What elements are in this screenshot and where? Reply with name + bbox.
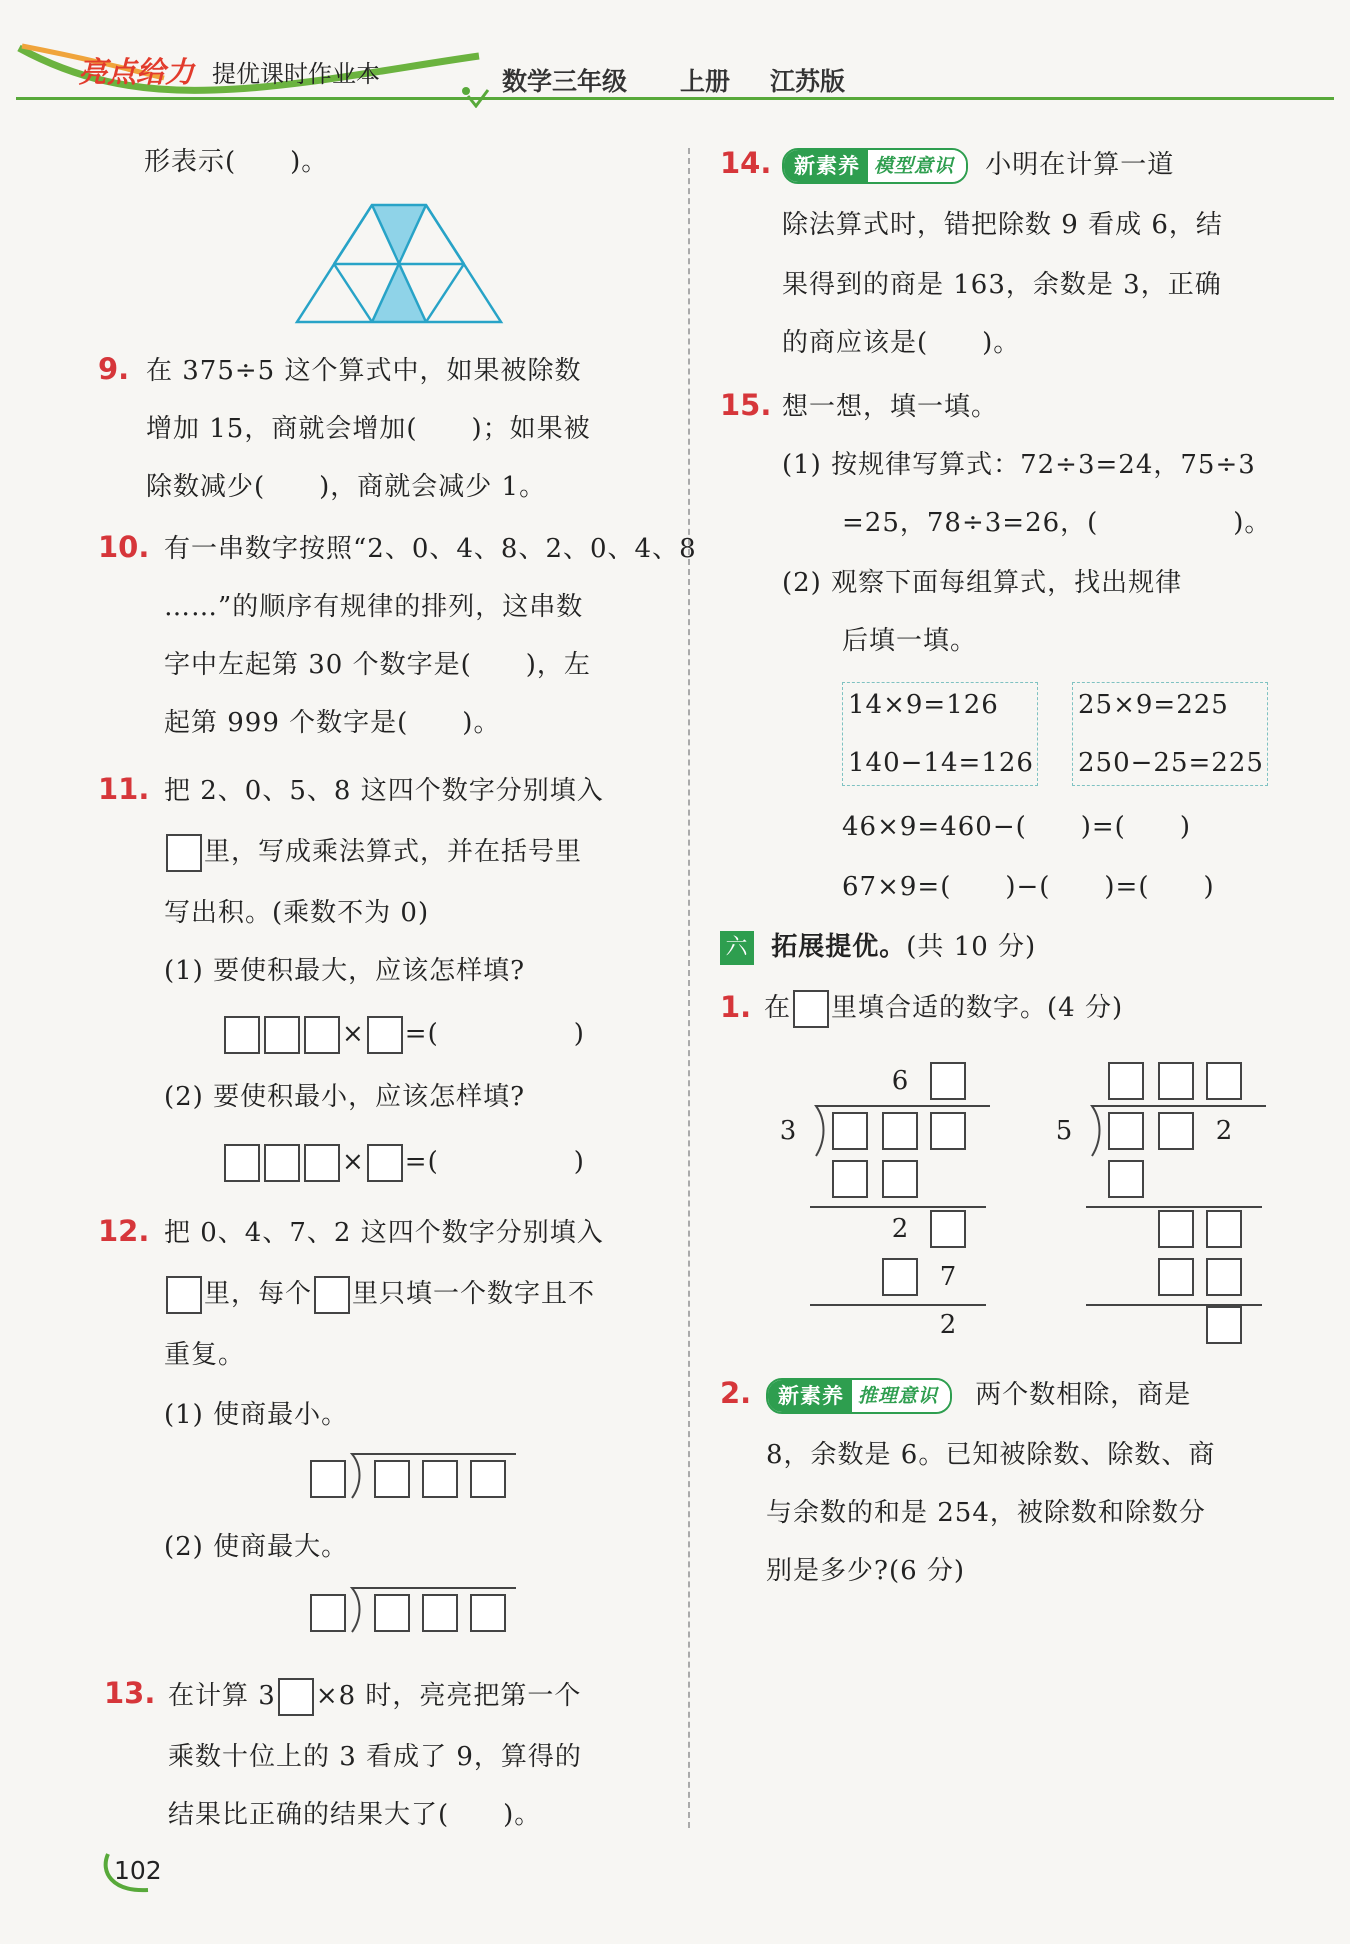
answer-box[interactable] <box>930 1112 966 1150</box>
q15-number: 15. <box>720 388 772 422</box>
answer-box[interactable] <box>304 1144 340 1182</box>
q10-line2: ……”的顺序有规律的排列，这串数 <box>164 592 584 622</box>
q15-part2b: 后填一填。 <box>842 626 978 656</box>
answer-box[interactable] <box>422 1594 458 1632</box>
ext-q1-number: 1. <box>720 990 752 1024</box>
header-edition: 江苏版 <box>770 67 846 96</box>
q11-line3: 写出积。(乘数不为 0) <box>164 898 430 928</box>
q12-part1: (1) 使商最小。 <box>164 1400 349 1430</box>
answer-box[interactable] <box>1158 1112 1194 1150</box>
answer-box[interactable] <box>1158 1210 1194 1248</box>
q12-line1: 把 0、4、7、2 这四个数字分别填入 <box>164 1218 604 1248</box>
q12-line3: 重复。 <box>164 1340 246 1370</box>
q15-part1b: =25，78÷3=26，( )。 <box>842 508 1272 538</box>
answer-box[interactable] <box>310 1594 346 1632</box>
q15-fill2: 67×9=( )−( )=( ) <box>842 872 1215 902</box>
answer-box[interactable] <box>304 1016 340 1054</box>
ext-q2-line1: 新素养 推理意识 两个数相除，商是 <box>766 1378 1191 1414</box>
q11-line1: 把 2、0、5、8 这四个数字分别填入 <box>164 776 604 806</box>
q12-long-division-2 <box>308 1584 518 1636</box>
q15-part2a: (2) 观察下面每组算式，找出规律 <box>782 568 1183 598</box>
section-6-icon: 六 <box>720 931 754 965</box>
q12-number: 12. <box>98 1214 150 1248</box>
answer-box[interactable] <box>470 1594 506 1632</box>
q10-number: 10. <box>98 530 150 564</box>
q14-line4: 的商应该是( )。 <box>782 328 1021 358</box>
q10-line4: 起第 999 个数字是( )。 <box>164 708 501 738</box>
q11-part1-answer: × =( ) <box>222 1016 585 1054</box>
q13-number: 13. <box>104 1676 156 1710</box>
answer-box[interactable] <box>832 1160 868 1198</box>
q9-number: 9. <box>98 352 130 386</box>
answer-box[interactable] <box>367 1144 403 1182</box>
answer-box[interactable] <box>224 1144 260 1182</box>
q11-number: 11. <box>98 772 150 806</box>
q9-line1: 在 375÷5 这个算式中，如果被除数 <box>146 356 582 386</box>
header-volume: 上册 <box>680 67 731 96</box>
group2-line2: 250−25=225 <box>1078 748 1264 778</box>
answer-box[interactable] <box>1108 1062 1144 1100</box>
q12-line2: 里，每个 里只填一个数字且不 <box>164 1276 595 1314</box>
header-rule <box>16 97 1334 100</box>
answer-box[interactable] <box>374 1460 410 1498</box>
answer-box[interactable] <box>882 1160 918 1198</box>
brand-logo: 亮点给力 <box>78 55 195 89</box>
answer-box[interactable] <box>1108 1112 1144 1150</box>
answer-box[interactable] <box>882 1112 918 1150</box>
q15-part1a: (1) 按规律写算式：72÷3=24，75÷3 <box>782 450 1256 480</box>
q13-line2: 乘数十位上的 3 看成了 9，算得的 <box>168 1742 582 1772</box>
q8-tail: 形表示( )。 <box>144 147 329 177</box>
answer-box[interactable] <box>1158 1258 1194 1296</box>
answer-box[interactable] <box>367 1016 403 1054</box>
q15-fill1: 46×9=460−( )=( ) <box>842 812 1191 842</box>
column-divider <box>688 148 690 1828</box>
q10-line1: 有一串数字按照“2、0、4、8、2、0、4、8 <box>164 534 697 564</box>
blank-box[interactable] <box>166 1276 202 1314</box>
q12-part2: (2) 使商最大。 <box>164 1532 349 1562</box>
answer-box[interactable] <box>1206 1306 1242 1344</box>
q13-line1: 在计算 3 ×8 时，亮亮把第一个 <box>168 1678 581 1716</box>
group1-line2: 140−14=126 <box>848 748 1034 778</box>
header-subject: 数学三年级 <box>502 67 628 96</box>
q14-line3: 果得到的商是 163，余数是 3，正确 <box>782 270 1222 300</box>
ext-q2-line2: 8，余数是 6。已知被除数、除数、商 <box>766 1440 1216 1470</box>
ext-q1-line: 在 里填合适的数字。(4 分) <box>764 990 1123 1028</box>
literacy-badge: 新素养 模型意识 <box>782 148 968 184</box>
ext-q2-line3: 与余数的和是 254，被除数和除数分 <box>766 1498 1206 1528</box>
answer-box[interactable] <box>1108 1160 1144 1198</box>
blank-box[interactable] <box>278 1678 314 1716</box>
q14-line2: 除法算式时，错把除数 9 看成 6，结 <box>782 210 1223 240</box>
q11-part1: (1) 要使积最大，应该怎样填? <box>164 956 526 986</box>
q9-line3: 除数减少( )，商就会减少 1。 <box>146 472 547 502</box>
q9-line2: 增加 15，商就会增加( )；如果被 <box>146 414 591 444</box>
ext-q2-number: 2. <box>720 1376 752 1410</box>
answer-box[interactable] <box>310 1460 346 1498</box>
section-6-heading: 六 拓展提优。(共 10 分) <box>720 930 1036 965</box>
group2-line1: 25×9=225 <box>1078 690 1229 720</box>
blank-box[interactable] <box>314 1276 350 1314</box>
answer-box[interactable] <box>470 1460 506 1498</box>
q14-number: 14. <box>720 146 772 180</box>
answer-box[interactable] <box>930 1210 966 1248</box>
answer-box[interactable] <box>264 1144 300 1182</box>
answer-box[interactable] <box>422 1460 458 1498</box>
q14-line1: 新素养 模型意识 小明在计算一道 <box>782 148 1174 184</box>
answer-box[interactable] <box>832 1112 868 1150</box>
blank-box[interactable] <box>793 990 829 1028</box>
answer-box[interactable] <box>264 1016 300 1054</box>
q15-line1: 想一想，填一填。 <box>782 392 999 422</box>
answer-box[interactable] <box>224 1016 260 1054</box>
vertical-division-1: 6 3 2 7 2 <box>770 1056 990 1346</box>
literacy-badge: 新素养 推理意识 <box>766 1378 952 1414</box>
page-number: 102 <box>114 1856 162 1885</box>
vertical-division-2: 5 2 <box>1046 1056 1266 1346</box>
blank-box[interactable] <box>166 834 202 872</box>
answer-box[interactable] <box>1206 1258 1242 1296</box>
q11-line2: 里，写成乘法算式，并在括号里 <box>164 834 582 872</box>
q12-long-division-1 <box>308 1450 518 1502</box>
q10-line3: 字中左起第 30 个数字是( )，左 <box>164 650 591 680</box>
ext-q2-line4: 别是多少?(6 分) <box>766 1556 966 1586</box>
answer-box[interactable] <box>882 1258 918 1296</box>
answer-box[interactable] <box>1206 1210 1242 1248</box>
group1-line1: 14×9=126 <box>848 690 999 720</box>
answer-box[interactable] <box>374 1594 410 1632</box>
series-title: 提优课时作业本 <box>212 60 380 88</box>
q11-part2: (2) 要使积最小，应该怎样填? <box>164 1082 526 1112</box>
answer-box[interactable] <box>930 1062 966 1100</box>
triangle-figure <box>294 202 504 326</box>
q11-part2-answer: × =( ) <box>222 1144 585 1182</box>
q13-line3: 结果比正确的结果大了( )。 <box>168 1800 542 1830</box>
answer-box[interactable] <box>1206 1062 1242 1100</box>
answer-box[interactable] <box>1158 1062 1194 1100</box>
